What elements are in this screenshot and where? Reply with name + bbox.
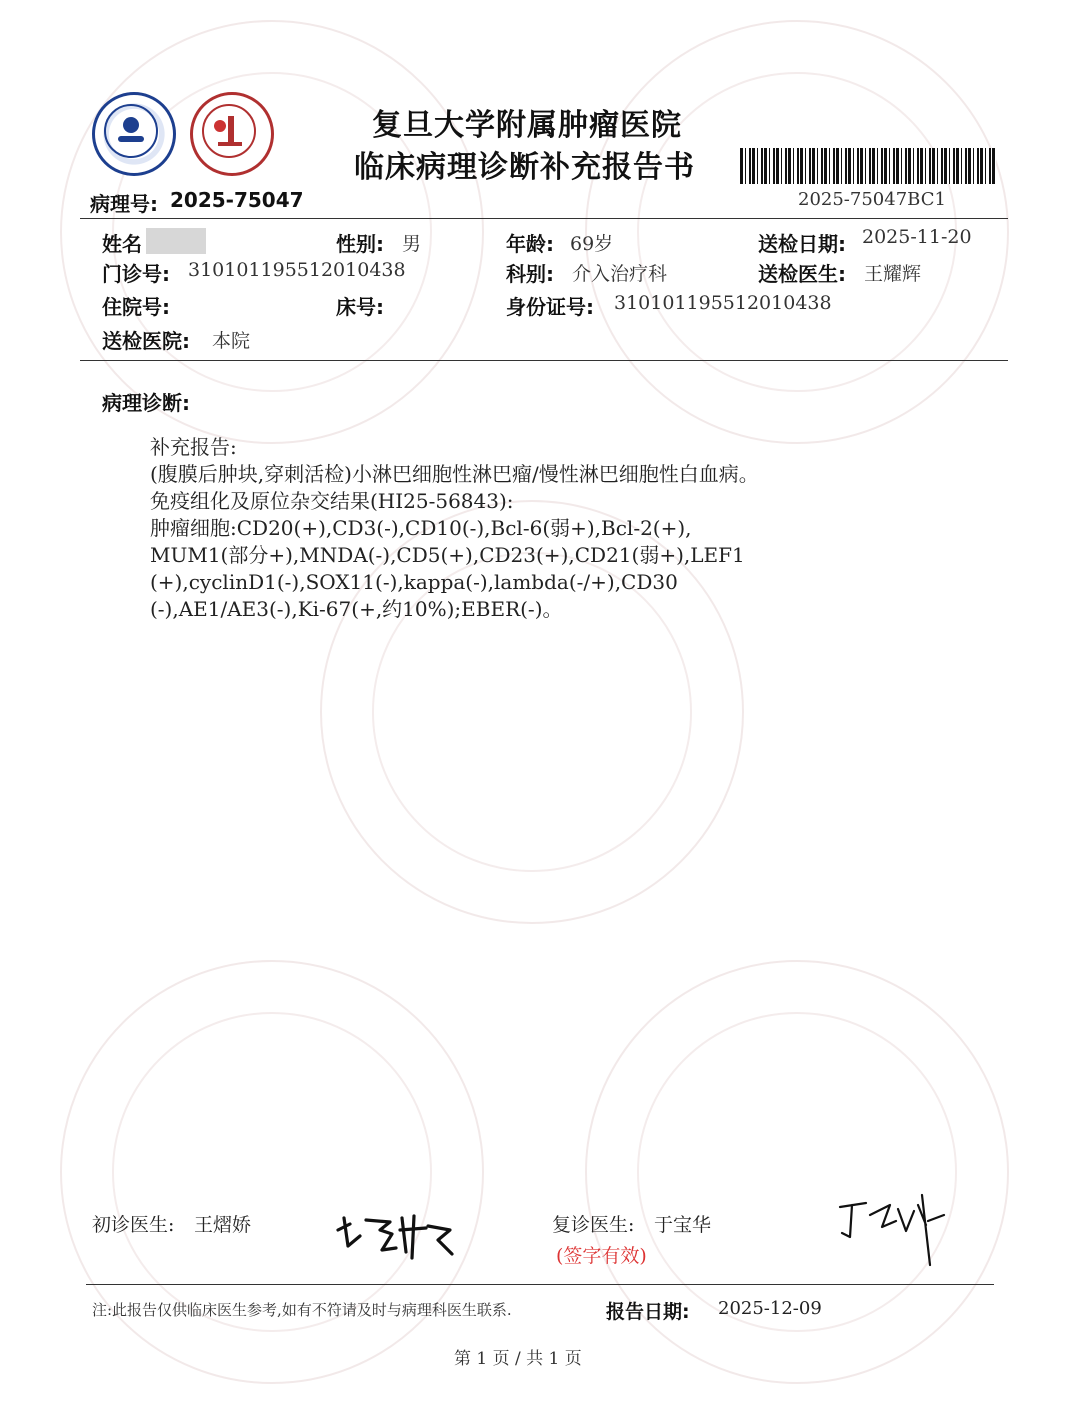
diagnosis-line: MUM1(部分+),MNDA(-),CD5(+),CD23(+),CD21(弱+),LEF1 — [150, 543, 745, 567]
diagnosis-line: 补充报告: — [150, 435, 237, 459]
info-divider — [80, 360, 1008, 361]
diagnosis-line: (-),AE1/AE3(-),Ki-67(+,约10%);EBER(-)。 — [150, 597, 563, 621]
send-hospital-value: 本院 — [212, 330, 251, 352]
send-date-label: 送检日期: — [758, 232, 846, 256]
report-date-value: 2025-12-09 — [718, 1298, 822, 1319]
diagnosis-line: (+),cyclinD1(-),SOX11(-),kappa(-),lambda(-/+),CD30 — [150, 570, 678, 594]
diagnosis-line: (腹膜后肿块,穿刺活检)小淋巴细胞性淋巴瘤/慢性淋巴细胞性白血病。 — [150, 462, 759, 486]
diagnosis-label: 病理诊断: — [102, 391, 190, 415]
clinic-number-value: 310101195512010438 — [188, 259, 406, 281]
name-redaction — [146, 228, 206, 254]
inpatient-number-label: 住院号: — [102, 295, 170, 319]
send-doctor-value: 王耀辉 — [864, 263, 922, 285]
barcode-text: 2025-75047BC1 — [798, 189, 946, 210]
review-doctor-label: 复诊医生: — [552, 1214, 635, 1236]
pathology-number: 2025-75047 — [170, 188, 304, 212]
name-label: 姓名 — [102, 232, 142, 256]
gender-label: 性别: — [336, 232, 384, 256]
review-doctor-signature — [832, 1185, 952, 1275]
signature-valid-note: (签字有效) — [556, 1245, 647, 1267]
send-date-value: 2025-11-20 — [862, 226, 972, 248]
review-doctor-name: 于宝华 — [654, 1214, 712, 1236]
initial-doctor-name: 王熠娇 — [194, 1214, 252, 1236]
pathology-department-logo — [190, 92, 274, 176]
report-date-label: 报告日期: — [606, 1301, 690, 1323]
initial-doctor-signature — [330, 1200, 460, 1270]
report-title: 临床病理诊断补充报告书 — [354, 150, 695, 185]
page-info: 第 1 页 / 共 1 页 — [454, 1349, 582, 1369]
department-label: 科别: — [506, 262, 554, 286]
watermark-seal — [60, 960, 484, 1384]
id-value: 310101195512010438 — [614, 292, 832, 314]
age-label: 年龄: — [506, 232, 554, 256]
footer-divider — [86, 1284, 994, 1285]
clinic-number-label: 门诊号: — [102, 262, 170, 286]
send-hospital-label: 送检医院: — [102, 329, 190, 353]
send-doctor-label: 送检医生: — [758, 262, 846, 286]
pathology-number-label: 病理号: — [90, 192, 158, 216]
hospital-name: 复旦大学附属肿瘤医院 — [372, 108, 682, 143]
initial-doctor-label: 初诊医生: — [92, 1214, 175, 1236]
gender-value: 男 — [402, 233, 422, 255]
header-divider — [80, 218, 1008, 219]
barcode — [740, 148, 996, 184]
diagnosis-line: 免疫组化及原位杂交结果(HI25-56843): — [150, 489, 514, 513]
disclaimer-note: 注:此报告仅供临床医生参考,如有不符请及时与病理科医生联系. — [92, 1301, 512, 1319]
diagnosis-line: 肿瘤细胞:CD20(+),CD3(-),CD10(-),Bcl-6(弱+),Bcl-2(+), — [150, 516, 692, 540]
id-label: 身份证号: — [506, 295, 594, 319]
department-value: 介入治疗科 — [572, 263, 668, 285]
age-value: 69岁 — [570, 233, 614, 255]
university-logo — [92, 92, 176, 176]
bed-label: 床号: — [336, 295, 384, 319]
